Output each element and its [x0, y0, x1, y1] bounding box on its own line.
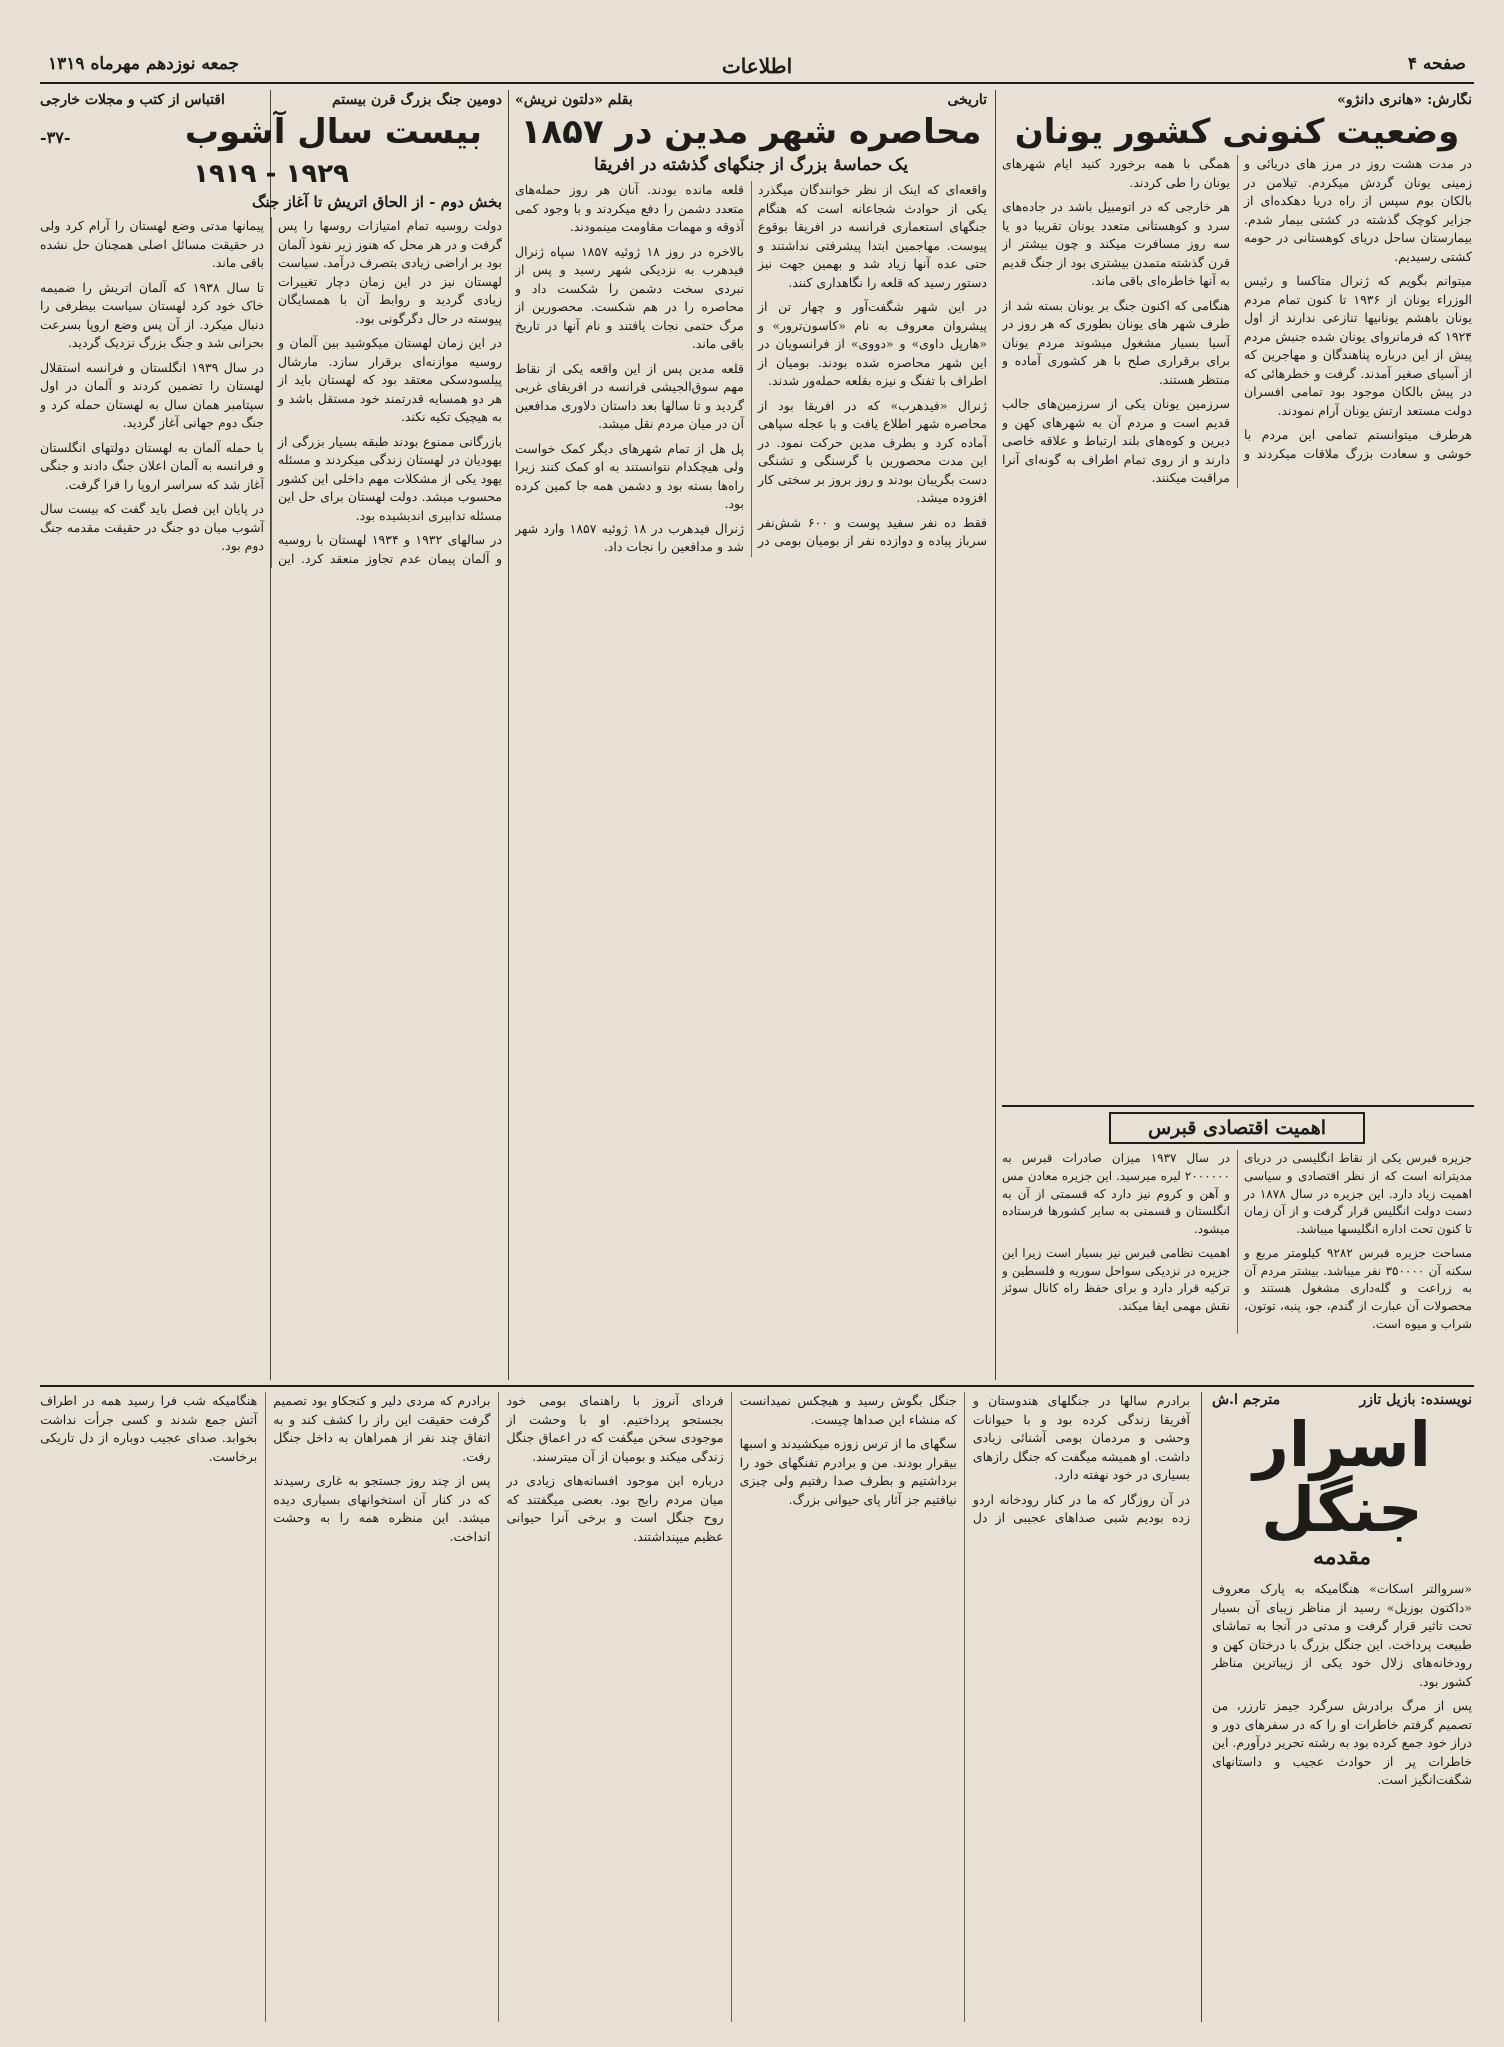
cyprus-article	[1002, 1112, 1472, 1380]
source-note: اقتباس از کتب و مجلات خارجی	[40, 92, 225, 108]
paragraph: در آن روزگار که ما در کنار رودخانه اردو زده بودیم شبی صداهای عجیبی از دل جنگل بگوش رسید و هیچکس نمیدانست که منشاء این صداها چیست.	[739, 1393, 1190, 1525]
paragraph: فردای آنروز با راهنمای بومی خود بجستجو پرداختیم. او با وحشت از موجودی سخن میگفت که در اعماق جنگل زندگی میکند و بومیان از آن میترسند.	[506, 1393, 724, 1464]
paragraph: فقط ده نفر سفید پوست و ۶۰۰ شش‌نفر سرباز پیاده و دوازده نفر از بومیان بومی در قلعه مانده بودند. آنان هر روز حمله‌های متعدد دشمن را دفع میکردند و با وجود کمی آذوقه و مهمات مقاومت مینمودند.	[515, 182, 987, 549]
paragraph: میتوانم بگویم که ژنرال متاکسا و رئیس الوزراء یونان از ۱۹۳۶ تا کنون تمام مردم یونان باهشم یونانیها تنازعی ندارند از اول ۱۹۲۴ که فرمانروای یونان شده جنبش مردم پیش از این درباره پناهندگان و مهاجرین که از آسیای صغیر آمدند. گرفت و خطرهائی که در پیش بالکان موجود بود تمامی افسران دولت مستعد ارتش یونان آرام نمودند.	[1244, 273, 1472, 418]
paragraph: جزیره قبرس یکی از نقاط انگلیسی در دریای مدیترانه است که از نظر اقتصادی و سیاسی اهمیت زیاد دارد. این جزیره در سال ۱۸۷۸ در دست دولت انگلیس قرار گرفت و از آن زمان تا کنون تحت اداره انگلیسها میباشد.	[1244, 1151, 1472, 1236]
paragraph: واقعه‌ای که اینک از نظر خوانندگان میگذرد یکی از حوادث شجاعانه است که هنگام جنگهای استعماری فرانسه در افریقا بوقوع پیوست. مهاجمین ابتدا پیشرفتی نداشتند و حتی عده آنها زیاد شد و بهمین جهت نیز دستور رسید که قلعه را نگاهداری کنند.	[758, 182, 987, 290]
page-header	[40, 48, 1474, 84]
column-rule	[508, 90, 509, 1380]
serial-body	[40, 1392, 1190, 2022]
serial-title: اسرار جنگل	[1253, 1408, 1431, 1547]
paragraph: پس از مرگ برادرش سرگرد جیمز تارزر، من تصمیم گرفتم خاطرات او را که در سفرهای دور و دراز خود جمع کرده بود به رشته تحریر درآورم. این خاطرات پر از حوادث عجیب و داستانهای شگفت‌انگیز است.	[1211, 1698, 1472, 1788]
paragraph: «سروالتر اسکات» هنگامیکه به پارک معروف «داکتون بوزیل» رسید از مناظر زیبای آن بسیار تحت تاثیر قرار گرفت و مدتی در آنجا به تماشای طبیعت پرداخت. این جنگل بزرگ با درختان کهن و رودخانه‌های زلال خود یکی از زیباترین مناظر کشور بود.	[1212, 1581, 1472, 1689]
paragraph: برادرم سالها در جنگلهای هندوستان و آفریقا زندگی کرده بود و با حیوانات وحشی و مردمان بومی آشنائی زیادی داشت. او همیشه میگفت که جنگل رازهای بسیاری در خود نهفته دارد.	[972, 1393, 1190, 1482]
section-rule	[40, 1385, 1474, 1387]
page-number: صفحه ۴	[1407, 54, 1466, 74]
greece-article	[1002, 92, 1472, 1100]
paragraph: هرطرف میتوانستم تمامی این مردم با خوشی و سعادت بزرگ ملاقات میکردند و همگی با همه برخورد کنید ایام شهرهای یونان را طی کردند.	[1002, 156, 1472, 461]
paragraph: در مدت هشت روز در مرز های دریائی و زمینی یونان گردش میکردم. تیلامن در بالکان بوم سپس از راه دریا دهکده‌ای از جزایر کوچک گذشته در کشتی بیمار شدم. بیمارستان ساحل دریای کوهستانی در حومه کشتی رسیدیم.	[1244, 156, 1472, 264]
paragraph: در سال ۱۹۳۷ میزان صادرات قبرس به ۲۰۰۰۰۰۰ لیره میرسید. این جزیره معادن مس و آهن و کروم نیز دارد که قسمتی از آن به انگلستان و قسمتی به سایر کشورها فرستاده میشود.	[1002, 1151, 1231, 1236]
paragraph: در این زمان لهستان میکوشید بین آلمان و روسیه موازنه‌ای برقرار سازد. مارشال پیلسودسکی معتقد بود که لهستان باید از هر دو همسایه قدرتمند خود مستقل باشد و به هیچیک تکیه نکند.	[278, 335, 502, 425]
section-heading: بخش دوم - از الحاق اتریش تا آغاز جنگ	[252, 193, 502, 212]
paragraph: پس از چند روز جستجو به غاری رسیدند که در کنار آن استخوانهای بسیاری دیده میشد. این منظره همه را به وحشت انداخت.	[273, 1473, 491, 1544]
section-kicker: تاریخی	[947, 92, 987, 108]
newspaper-name: اطلاعات	[721, 54, 793, 78]
paragraph: در سال ۱۹۳۹ انگلستان و فرانسه استقلال لهستان را تضمین کردند و آلمان در اول سپتامبر همان سال به لهستان حمله کرد و جنگ دوم جهانی آغاز گردید.	[40, 359, 264, 431]
paragraph: دولت روسیه تمام امتیازات روسها را پس گرفت و در هر محل که هنوز زیر نفوذ آلمان بود بر اراضی زیادی بتصرف درآمد. سیاست لهستان نیز در این زمان دچار تغییرات زیادی گردید و روابط آن با همسایگان پیوسته در حال دگرگونی بود.	[278, 218, 502, 326]
author-credit: نویسنده: بازیل تازر	[1359, 1392, 1472, 1408]
year-range: ۱۹۲۹ - ۱۹۱۹	[193, 159, 349, 190]
paragraph: بازرگانی ممنوع بودند طبقه بسیار بزرگی از یهودیان در لهستان زندگی میکردند و مسئله یهود یکی از مشکلات مهم داخلی این کشور محسوب میشد. دولت لهستان برای حل این مسئله تدابیری اندیشیده بود.	[278, 433, 502, 523]
paragraph: مساحت جزیره قبرس ۹۲۸۲ کیلومتر مربع و سکنه آن ۳۵۰۰۰۰ نفر میباشد. بیشتر مردم آن به زراعت و گله‌داری مشغول هستند و محصولات آن عبارت از گندم، جو، پنبه، توتون، شراب و میوه است.	[1244, 1245, 1472, 1331]
serial-title-column	[1212, 1392, 1472, 2022]
article-title: اهمیت اقتصادی قبرس	[1109, 1112, 1365, 1144]
siege-article	[515, 92, 987, 1380]
paragraph: قلعه مدین پس از این واقعه یکی از نقاط مهم سوق‌الجیشی فرانسه در افریقای غربی گردید و تا سالها بعد داستان دلاوری مدافعین آن در میان مردم نقل میشد.	[515, 360, 744, 432]
paragraph: سگهای ما از ترس زوزه میکشیدند و اسبها بیقرار بودند. من و برادرم تفنگهای خود را برداشتیم و بطرف صدا رفتیم ولی چیزی نیافتیم جز آثار پای حیوانی بزرگ.	[739, 1436, 957, 1507]
jungle-serial	[40, 1392, 1472, 2032]
section-rule	[1002, 1105, 1474, 1107]
paragraph: هر خارجی که در اتومبیل باشد در جاده‌های سرد و کوهستانی متعدد یونان تقریبا دو یا سه روز مسافرت میکند و چون بیشتر از قرن گذشته متمدن بیشتری بود از جنگ قدیم به آنها خاطره‌ای باقی ماند.	[1002, 199, 1230, 289]
part-number: -۳۷-	[40, 128, 71, 147]
twenty-years-article	[40, 92, 502, 1380]
paragraph: برادرم که مردی دلیر و کنجکاو بود تصمیم گرفت حقیقت این راز را کشف کند و به اتفاق چند نفر از همراهان به داخل جنگل رفت.	[273, 1393, 491, 1464]
byline: بقلم «دلتون نریش»	[515, 92, 633, 108]
paragraph: در پایان این فصل باید گفت که بیست سال آشوب میان دو جنگ در حقیقت مقدمه جنگ دوم بود.	[40, 501, 264, 554]
byline: نگارش: «هانری دانژو»	[1337, 92, 1472, 108]
paragraph: بالاخره در روز ۱۸ ژوئیه ۱۸۵۷ سپاه ژنرال فیدهرب به نزدیکی شهر رسید و پس از نبردی سخت دشمن را شکست داد و محاصره را در هم شکست. محصورین از مرگ حتمی نجات یافتند و نام آنها در تاریخ باقی ماند.	[515, 243, 744, 352]
article-title: وضعیت کنونی کشور یونان	[1014, 112, 1460, 152]
paragraph: در سالهای ۱۹۳۲ و ۱۹۳۴ لهستان با روسیه و آلمان پیمان عدم تجاوز منعقد کرد. این پیمانها مدتی وضع لهستان را آرام کرد ولی در حقیقت مسائل اصلی همچنان حل نشده باقی ماند.	[40, 218, 502, 566]
column-rule	[1201, 1392, 1202, 2022]
paragraph: پل هل از تمام شهرهای دیگر کمک خواست ولی هیچکدام نتوانستند به او کمک کنند زیرا راه‌ها بسته بود و دشمن همه جا کمین کرده بود.	[515, 440, 744, 512]
article-title: بیست سال آشوب	[184, 112, 482, 152]
paragraph: اهمیت نظامی قبرس نیز بسیار است زیرا این جزیره در نزدیکی سواحل سوریه و فلسطین و ترکیه قرار دارد و برای حفظ راه کانال سوئز نقش مهمی ایفا میکند.	[1002, 1245, 1230, 1313]
paragraph: درباره این موجود افسانه‌های زیادی در میان مردم رایج بود. بعضی میگفتند که روح جنگل است و برخی آنرا حیوانی عظیم میپنداشتند.	[506, 1473, 724, 1544]
paragraph: سرزمین یونان یکی از سرزمین‌های جالب قدیم است و مردم آن به شهرهای کهن و دیرین و کوه‌های بلند ارتباط و علاقه خاصی دارند و از روی تمام اطراف به گونه‌ای آنرا مراقبت میکنند.	[1002, 396, 1230, 486]
article-title: محاصره شهر مدین در ۱۸۵۷	[520, 112, 982, 152]
paragraph: ژنرال «فیدهرب» که در افریقا بود از محاصره شهر اطلاع یافت و با عجله سپاهی آماده کرد و بطرف مدین حرکت نمود. در این مدت محصورین با گرسنگی و تشنگی دست بگریبان بودند و روز بروز بر سختی کار افزوده میشد.	[758, 397, 987, 506]
column-rule	[995, 90, 996, 1380]
paragraph: تا سال ۱۹۳۸ که آلمان اتریش را ضمیمه خاک خود کرد لهستان سیاست بیطرفی را دنبال میکرد. از آن پس وضع اروپا بسرعت بحرانی شد و جنگ بزرگ نزدیک گردید.	[40, 279, 264, 351]
section-kicker: دومین جنگ بزرگ قرن بیستم	[331, 92, 502, 108]
translator-credit: مترجم ا.ش	[1212, 1392, 1281, 1408]
intro-heading: مقدمه	[1312, 1544, 1372, 1571]
paragraph: هنگامی که اکنون جنگ بر یونان بسته شد از طرف شهر های یونان بطوری که هر روز در آسیا بسیار مشغول میشوند مردم یونان برای برقراری صلح با هر کشوری آماده و منتظر هستند.	[1002, 297, 1230, 387]
paragraph: با حمله آلمان به لهستان دولتهای انگلستان و فرانسه به آلمان اعلان جنگ دادند و جنگی آغاز شد که سراسر اروپا را فرا گرفت.	[40, 439, 264, 492]
paragraph: هنگامیکه شب فرا رسید همه در اطراف آتش جمع شدند و کسی جرأت نداشت بخوابد. صدای عجیب دوباره از دل تاریکی برخاست.	[40, 1393, 258, 1464]
paragraph: ژنرال فیدهرب در ۱۸ ژوئیه ۱۸۵۷ وارد شهر شد و مدافعین را نجات داد.	[515, 520, 744, 555]
article-subtitle: یک حماسهٔ بزرگ از جنگهای گذشته در افریقا	[593, 155, 909, 176]
paragraph: در این شهر شگفت‌آور و چهار تن از پیشروان معروف به نام «کاسون‌ترور» و «هارپل داوی» و «دووی» از فرانسویان در این شهر محاصره شده بودند. بومیان از اطراف با تفنگ و نیزه بقلعه حمله‌ور شدند.	[758, 299, 987, 389]
issue-date: جمعه نوزدهم مهرماه ۱۳۱۹	[48, 54, 240, 74]
